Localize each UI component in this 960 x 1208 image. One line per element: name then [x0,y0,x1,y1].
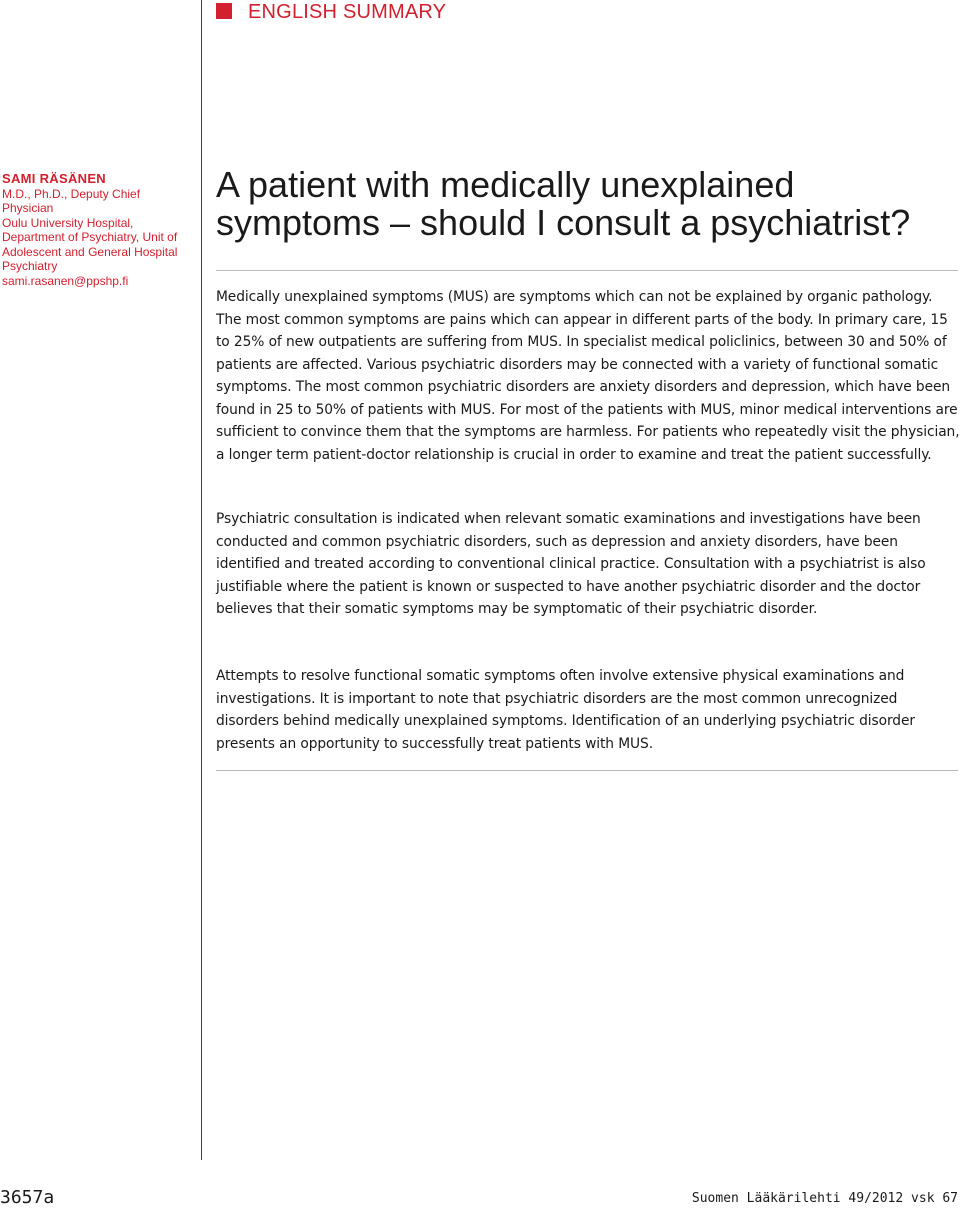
author-email: sami.rasanen@ppshp.fi [2,273,129,288]
author-affiliation: Oulu University Hospital, Department of Psychiatry, Unit of Adolescent and General Hospital Psychiatry [2,215,178,273]
author-credentials: M.D., Ph.D., Deputy Chief Physician [2,186,141,215]
author-name: SAMI RÄSÄNEN [2,171,106,186]
page-number: 3657a [0,1187,55,1208]
abstract-paragraph-1: Medically unexplained symptoms (MUS) are symptoms which can not be explained by organic pathology. The most common symptoms are pains which can appear in different parts of the body. In primary care, 15 to 25% of new outpatients are suffering from MUS. In specialist medical policlinics, between 30 and 50% of patients are affected. Various psychiatric disorders may be connected with a variety of functional somatic symptoms. The most common psychiatric disorders are anxiety disorders and depression, which have been found in 25 to 50% of patients with MUS. For most of the patients with MUS, minor medical interventions are sufficient to convince them that the symptoms are harmless. For patients who repeatedly visit the physician, a longer term patient-doctor relationship is crucial in order to examine and treat the patient successfully. [216,289,960,463]
section-marker-square [216,3,232,19]
author-block [2,172,194,288]
end-divider [216,770,958,771]
abstract-paragraph-2: Psychiatric consultation is indicated when relevant somatic examinations and investigations have been conducted and common psychiatric disorders, such as depression and anxiety disorders, have been identified and treated according to conventional clinical practice. Consultation with a psychiatrist is also justifiable where the patient is known or suspected to have another psychiatric disorder and the doctor believes that their somatic symptoms may be symptomatic of their psychiatric disorder. [216,511,926,617]
column-divider [201,0,202,1160]
section-label: ENGLISH SUMMARY [248,1,447,23]
journal-citation: Suomen Lääkärilehti 49/2012 vsk 67 [691,1191,958,1206]
abstract-paragraph-3: Attempts to resolve functional somatic symptoms often involve extensive physical examinations and investigations. It is important to note that psychiatric disorders are the most common unrecognized disorders behind medically unexplained symptoms. Identification of an underlying psychiatric disorder presents an opportunity to successfully treat patients with MUS. [216,668,915,752]
article-title: A patient with medically unexplained symptoms – should I consult a psychiatrist? [216,164,911,243]
title-divider [216,270,958,271]
